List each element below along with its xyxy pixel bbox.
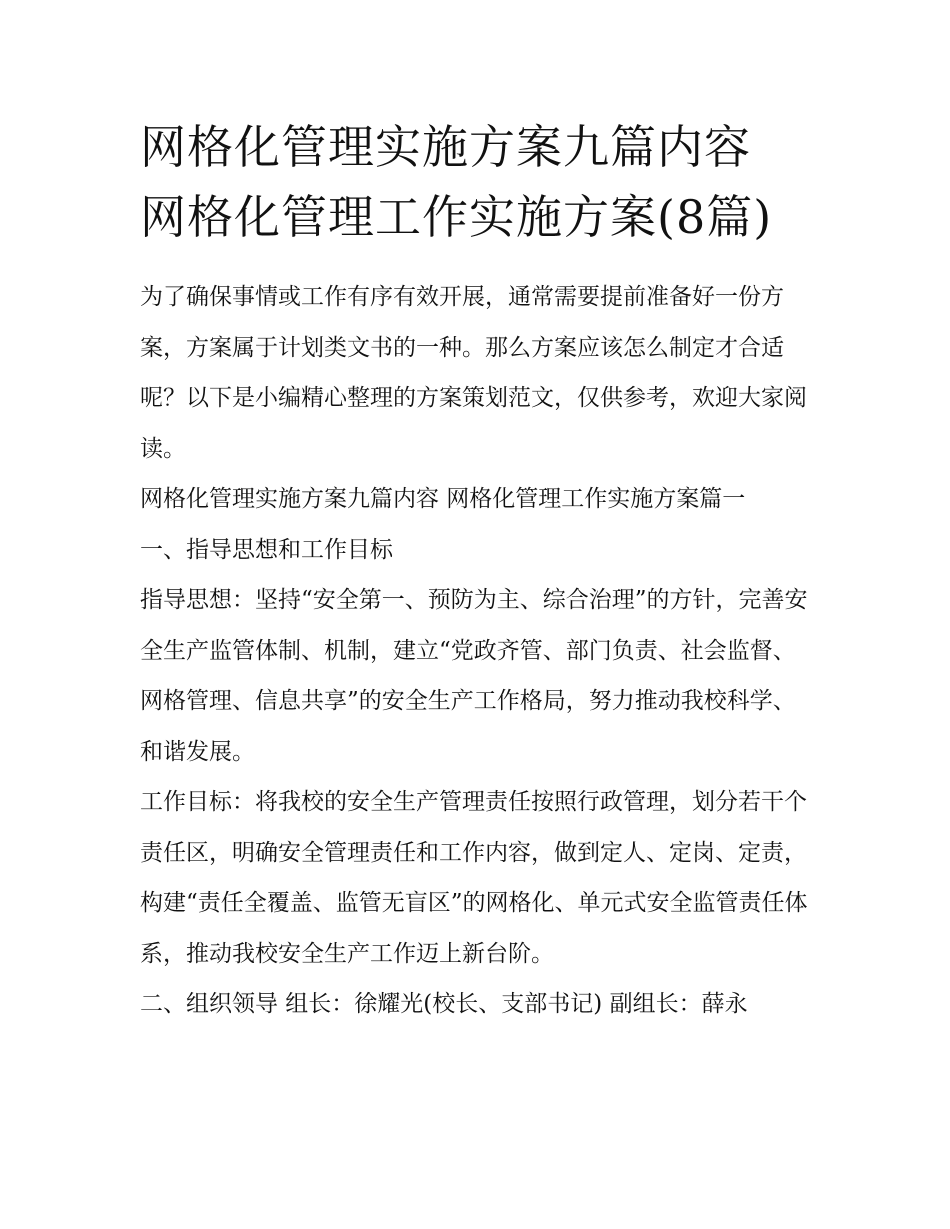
paragraph-intro: 为了确保事情或工作有序有效开展，通常需要提前准备好一份方案，方案属于计划类文书的一种。那么方案应该怎么制定才合适呢？以下是小编精心整理的方案策划范文，仅供参考，欢迎大家阅读。: [140, 284, 807, 462]
paragraph-heading-guiding-thought: 一、指导思想和工作目标: [140, 536, 393, 563]
document-body: [140, 272, 812, 1030]
paragraph-organization: 二、组织领导 组长：徐耀光(校长、支部书记) 副组长：薛永: [140, 991, 748, 1017]
document-title: 网格化管理实施方案九篇内容 网格化管理工作实施方案(8篇): [140, 120, 773, 244]
document-content: [140, 112, 820, 1030]
paragraph-work-goal: 工作目标：将我校的安全生产管理责任按照行政管理，划分若干个责任区，明确安全管理责任和工作内容，做到定人、定岗、定责，构建“责任全覆盖、监管无盲区”的网格化、单元式安全监管责任体系，推动我校安全生产工作迈上新台阶。: [140, 789, 808, 967]
paragraph-section-heading: 网格化管理实施方案九篇内容 网格化管理工作实施方案篇一: [140, 486, 746, 512]
paragraph-guiding-thought: 指导思想：坚持“安全第一、预防为主、综合治理”的方针，完善安全生产监管体制、机制，建立“党政齐管、部门负责、社会监督、网格管理、信息共享”的安全生产工作格局，努力推动我校科学、和谐发展。: [140, 587, 808, 765]
